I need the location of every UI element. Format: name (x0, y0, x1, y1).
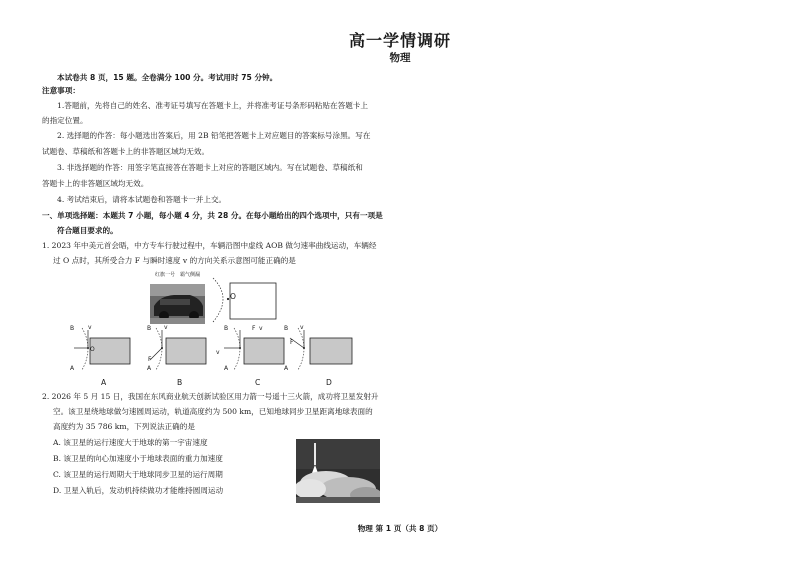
option-c-point-b: B (224, 325, 229, 332)
question-1-line1: 1. 2023 年中美元首会晤，中方专车行驶过程中，车辆沿图中虚线 AOB 做匀速率曲线运动，车辆经 (42, 241, 377, 250)
note-line: 2. 选择题的作答：每小题选出答案后，用 2B 铅笔把答题卡上对应题目的答案标号涂黑。写在 (57, 131, 371, 140)
option-a-point-b: B (70, 325, 75, 332)
option-a-point-o: O (90, 346, 95, 353)
option-b-force: F (148, 356, 152, 363)
option-c-label: C (255, 378, 261, 387)
option-b-point-b: B (147, 325, 152, 332)
rocket-launch-photo (296, 439, 380, 503)
note-line: 的指定位置。 (42, 116, 88, 125)
option-d-point-a: A (284, 365, 289, 372)
option-a-label: A (101, 378, 107, 387)
section-heading-line2: 符合题目要求的。 (57, 226, 118, 235)
question-1-main-diagram (205, 276, 285, 324)
option-d-velocity: v (300, 324, 304, 331)
note-line: 答题卡上的非答题区域均无效。 (42, 179, 149, 188)
point-o-label: O (230, 292, 236, 301)
note-line: 3. 非选择题的作答：用签字笔直接答在答题卡上对应的答题区域内。写在试题卷、草稿纸和 (57, 163, 363, 172)
question-2-line2: 空。该卫星绕地球做匀速圆周运动，轨道高度约为 500 km，已知地球同步卫星距离地球表面的 (53, 407, 373, 416)
question-2-line1: 2. 2026 年 5 月 15 日，我国在东风商业航天创新试验区用力箭一号遥十三火箭，成功将卫星发射升 (42, 392, 379, 401)
car-photo (150, 272, 205, 324)
note-line: 试题卷、草稿纸和答题卡上的非答题区域均无效。 (42, 147, 210, 156)
option-a-point-a: A (70, 365, 75, 372)
exam-title: 高一学情调研 (348, 31, 451, 50)
question-2-option-c: C. 该卫星的运行周期大于地球同步卫星的运行周期 (53, 470, 223, 479)
option-d-force: F (290, 339, 294, 346)
option-b-diagram (146, 324, 210, 374)
question-2-option-b: B. 该卫星的向心加速度小于地球表面的重力加速度 (53, 454, 223, 463)
car-photo-caption: 红旗一号 霸气侧漏 (154, 272, 200, 278)
note-line: 4. 考试结束后，请将本试题卷和答题卡一并上交。 (57, 195, 227, 204)
option-b-label: B (177, 378, 183, 387)
option-c-point-a: A (224, 365, 229, 372)
option-d-label: D (326, 378, 332, 387)
question-2-line3: 高度约为 35 786 km，下列说法正确的是 (53, 422, 195, 431)
option-a-velocity: v (88, 324, 92, 331)
question-2-option-a: A. 该卫星的运行速度大于地球的第一宇宙速度 (53, 438, 208, 447)
option-c-velocity: v (259, 325, 263, 332)
note-line: 1.答题前，先将自己的姓名、准考证号填写在答题卡上，并将准考证号条形码粘贴在答题卡上 (57, 101, 368, 110)
section-heading-line1: 一、单项选择题：本题共 7 小题，每小题 4 分，共 28 分。在每小题给出的四个选项中，只有一项是 (42, 211, 383, 220)
exam-subject: 物理 (389, 52, 411, 64)
exam-intro: 本试卷共 8 页，15 题。全卷满分 100 分。考试用时 75 分钟。 (57, 73, 278, 82)
option-d-point-b: B (284, 325, 289, 332)
option-c-velocity-arrow: v (216, 349, 220, 356)
notes-heading: 注意事项： (42, 86, 80, 95)
option-b-point-a: A (147, 365, 152, 372)
option-b-velocity: v (164, 324, 168, 331)
question-2-option-d: D. 卫星入轨后，发动机持续做功才能维持圆周运动 (53, 486, 224, 495)
page-footer: 物理 第 1 页（共 8 页） (357, 524, 443, 533)
option-c-force: F (252, 325, 256, 332)
question-1-line2: 过 O 点时，其所受合力 F 与瞬时速度 v 的方向关系示意图可能正确的是 (53, 256, 296, 265)
option-d-diagram (282, 324, 354, 374)
option-a-diagram (68, 324, 132, 374)
